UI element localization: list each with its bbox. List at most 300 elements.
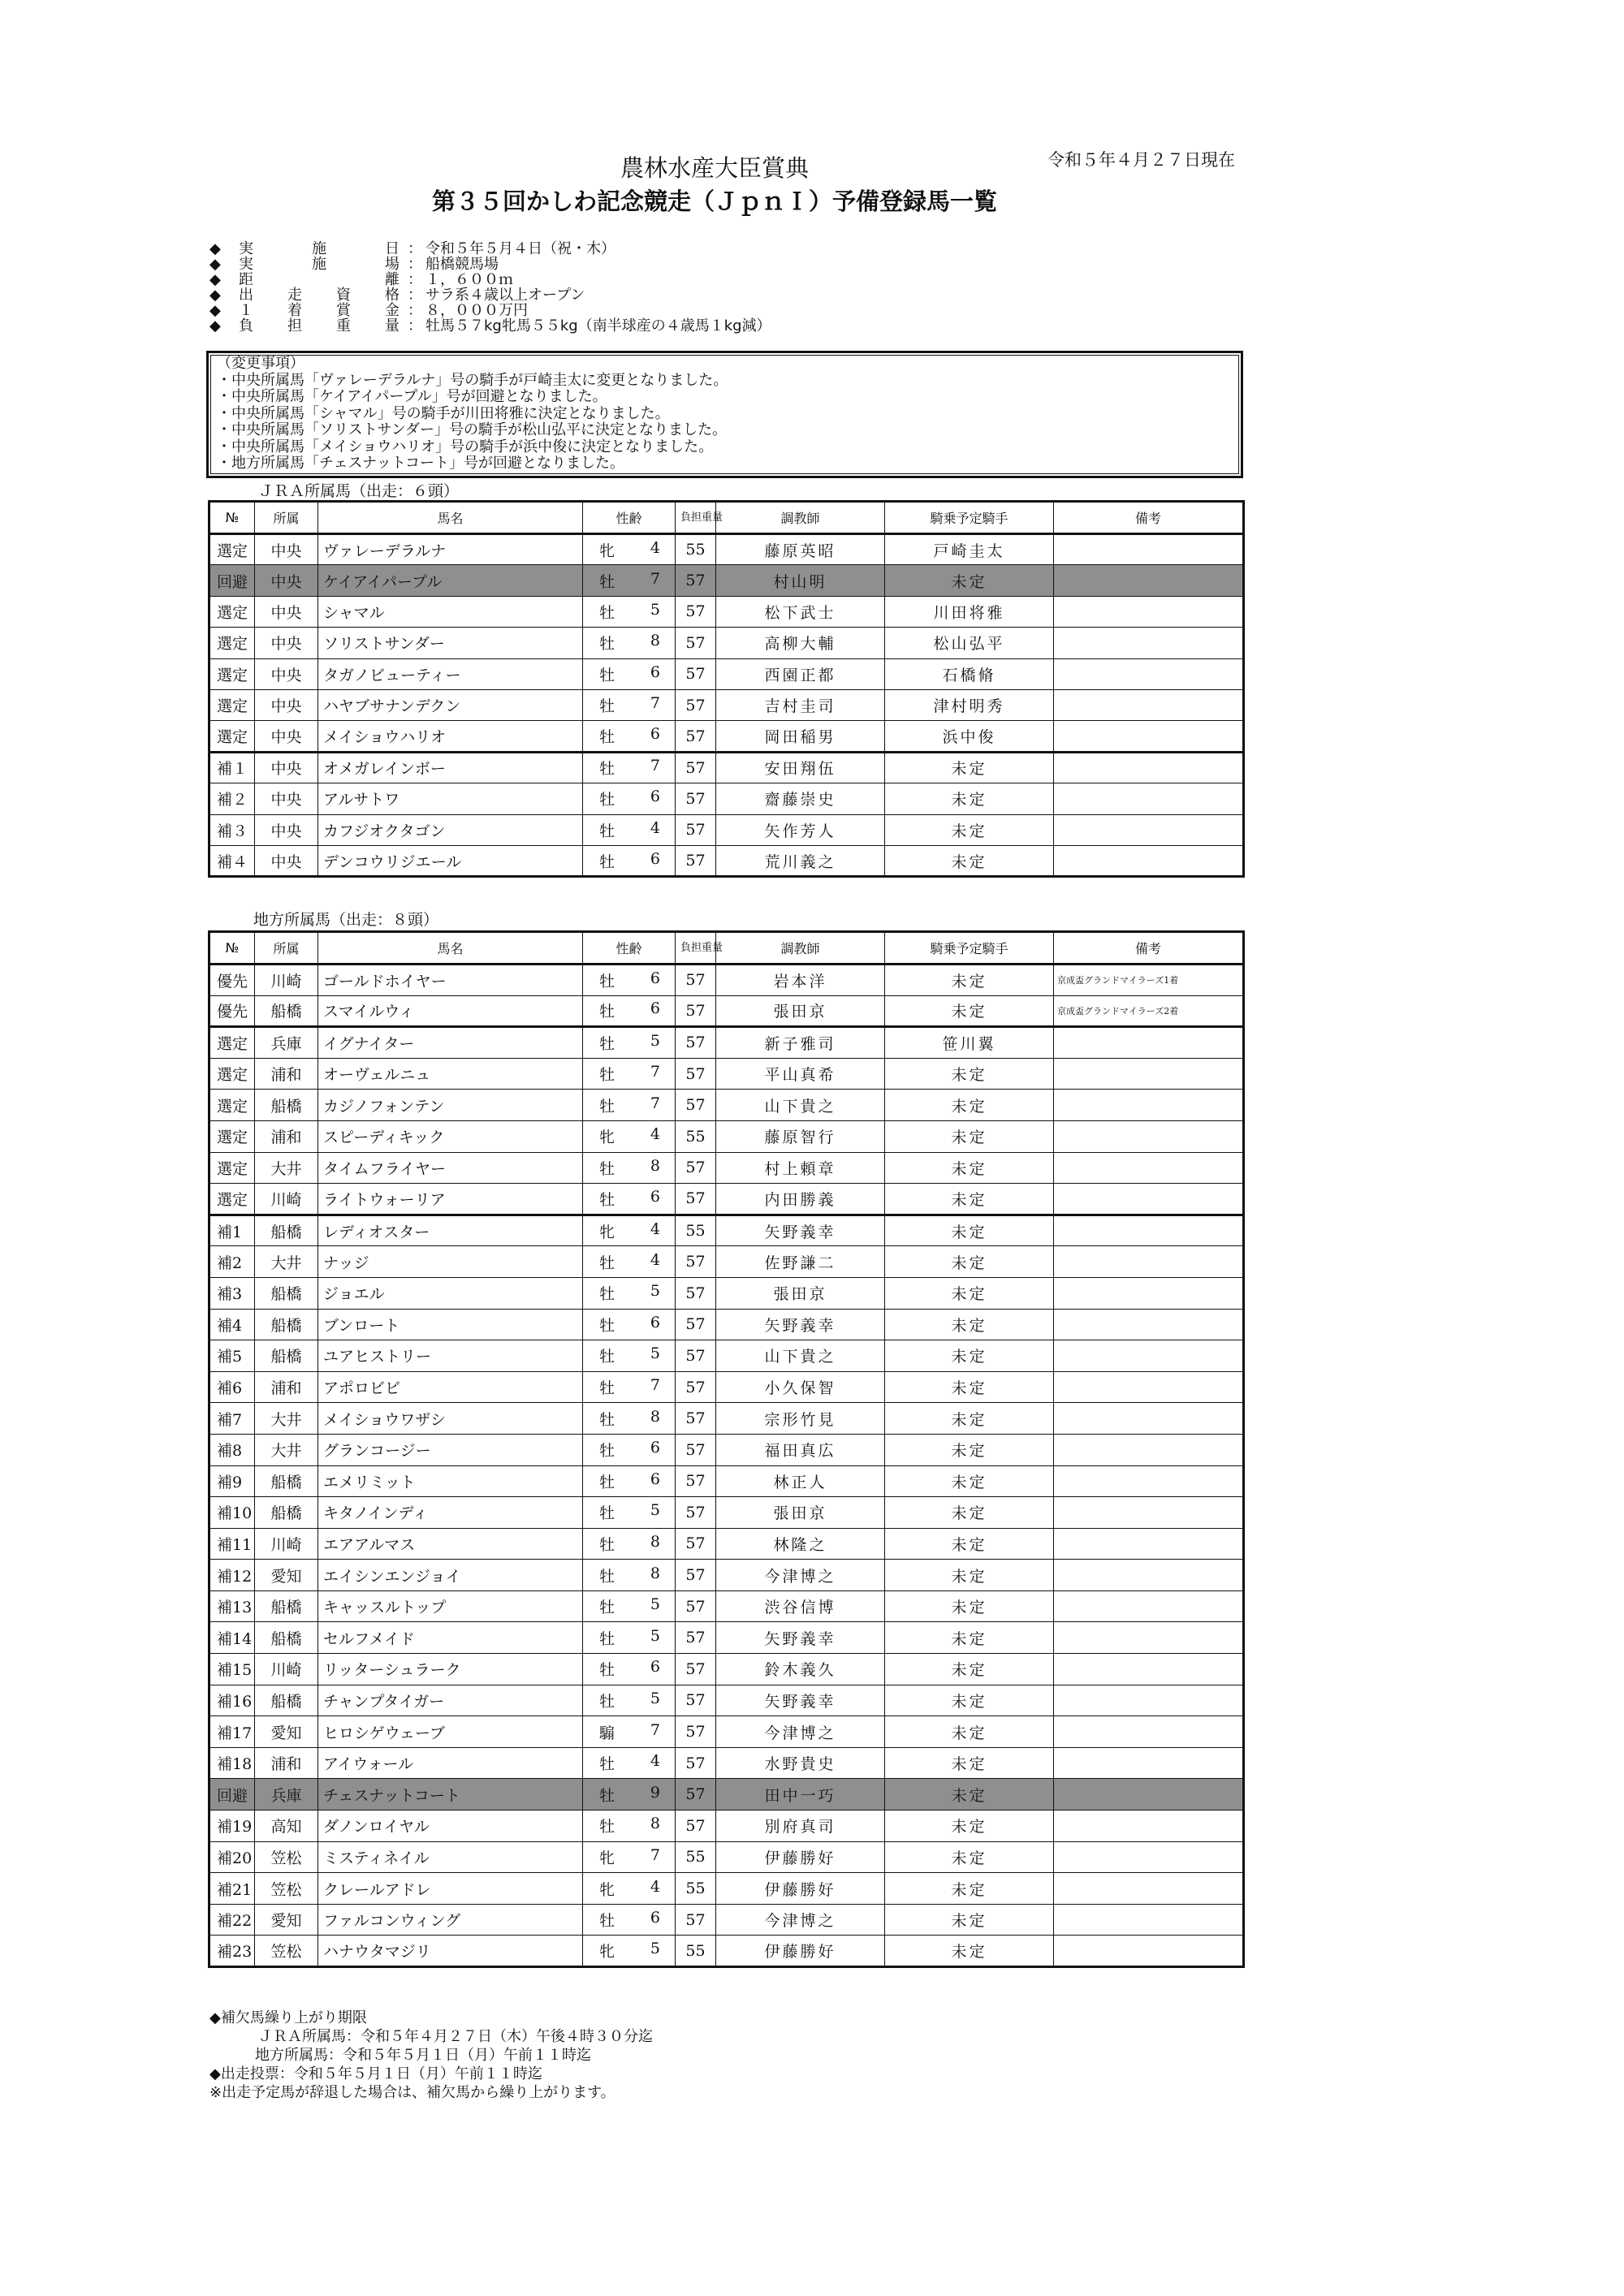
overview-value: サラ系４歳以上オープン [425, 287, 585, 304]
sex: 牡 [599, 1692, 615, 1711]
sex-age [583, 1904, 676, 1936]
burden-weight: 57 [676, 1810, 716, 1842]
diamond-bullet-icon: ◆ [209, 240, 221, 257]
table-row [209, 1904, 1244, 1936]
age: 7 [650, 694, 660, 713]
table-row [209, 1779, 1244, 1810]
table-row [209, 1090, 1244, 1121]
col-no: № [209, 502, 255, 534]
overview-label: 負 担 重 量 [239, 317, 400, 334]
change-notice-line: ・中央所属馬「シャマル」号の騎手が川田将雅に決定となりました。 [217, 404, 670, 422]
table-row [209, 1497, 1244, 1529]
col-jockey: 騎乗予定騎手 [885, 932, 1054, 965]
affiliation: 船橋 [255, 1309, 318, 1340]
age: 4 [650, 1877, 660, 1896]
affiliation: 中央 [255, 534, 318, 565]
burden-weight: 57 [676, 1309, 716, 1340]
overview-value: 船橋競馬場 [425, 256, 499, 273]
jockey: 浜中俊 [885, 721, 1054, 752]
entry-no: 補8 [209, 1434, 255, 1465]
entry-no: 選定 [209, 1090, 255, 1121]
entry-no: 補11 [209, 1528, 255, 1560]
age: 8 [650, 1564, 660, 1582]
sex: 牡 [599, 603, 615, 622]
overview-value: 牡馬５７kg牝馬５５kg（南半球産の４歳馬１kg減） [425, 317, 771, 334]
affiliation: 船橋 [255, 1090, 318, 1121]
overview-value: １，６００ｍ [425, 271, 513, 288]
jockey: 未定 [885, 1340, 1054, 1372]
table-row [209, 721, 1244, 752]
notes [1054, 1434, 1244, 1465]
overview-row [209, 257, 771, 272]
col-burden-weight: 負担重量 [676, 932, 716, 965]
notes [1054, 1716, 1244, 1748]
sex: 牡 [599, 1629, 615, 1648]
affiliation: 中央 [255, 752, 318, 783]
jockey: 未定 [885, 1152, 1054, 1184]
burden-weight: 57 [676, 1528, 716, 1560]
sex-age [583, 1528, 676, 1560]
age: 6 [650, 1909, 660, 1927]
local-entry-table [208, 930, 1245, 1968]
horse-name: アイウォール [318, 1747, 583, 1779]
sex-age [583, 1120, 676, 1152]
sex-age [583, 1716, 676, 1748]
sex-age [583, 1747, 676, 1779]
notes [1054, 1058, 1244, 1090]
trainer: 村山明 [716, 565, 885, 596]
affiliation: 愛知 [255, 1560, 318, 1591]
notes [1054, 1747, 1244, 1779]
jockey: 未定 [885, 1904, 1054, 1936]
table-row [209, 783, 1244, 814]
entry-no: 選定 [209, 1120, 255, 1152]
sex-age [583, 1215, 676, 1246]
overview-label: 実 施 場 [239, 256, 400, 273]
jockey: 未定 [885, 1528, 1054, 1560]
affiliation: 中央 [255, 596, 318, 627]
trainer: 林正人 [716, 1465, 885, 1497]
sex: 牝 [599, 1223, 615, 1241]
trainer: 鈴木義久 [716, 1654, 885, 1685]
trainer: 田中一巧 [716, 1779, 885, 1810]
jockey: 未定 [885, 1841, 1054, 1873]
table-row [209, 1215, 1244, 1246]
age: 6 [650, 788, 660, 806]
sex-age [583, 1090, 676, 1121]
notes [1054, 1309, 1244, 1340]
sex: 牡 [599, 1316, 615, 1335]
overview-row [209, 272, 771, 287]
trainer: 宗形竹見 [716, 1403, 885, 1435]
age: 8 [650, 1407, 660, 1426]
notes [1054, 783, 1244, 814]
age: 7 [650, 569, 660, 588]
table-row [209, 1246, 1244, 1278]
diamond-bullet-icon: ◆ [209, 302, 221, 319]
overview-row [209, 287, 771, 303]
trainer: 藤原英昭 [716, 534, 885, 565]
sex: 牡 [599, 1003, 615, 1021]
sex-age [583, 721, 676, 752]
jockey: 未定 [885, 1779, 1054, 1810]
horse-name: ゴールドホイヤー [318, 965, 583, 996]
change-notice-line: ・地方所属馬「チェスナットコート」号が回避となりました。 [217, 455, 625, 472]
notes [1054, 565, 1244, 596]
affiliation: 船橋 [255, 1685, 318, 1716]
trainer: 水野貴史 [716, 1747, 885, 1779]
sex: 騸 [599, 1724, 615, 1742]
sex-age [583, 1027, 676, 1059]
entry-no: 補22 [209, 1904, 255, 1936]
age: 7 [650, 1094, 660, 1112]
trainer: 伊藤勝好 [716, 1841, 885, 1873]
jockey: 石橋脩 [885, 658, 1054, 689]
age: 4 [650, 1250, 660, 1269]
affiliation: 浦和 [255, 1058, 318, 1090]
diamond-bullet-icon: ◆ [209, 271, 221, 288]
trainer: 矢野義幸 [716, 1685, 885, 1716]
change-notice-line: ・中央所属馬「メイショウハリオ」号の騎手が浜中俊に決定となりました。 [217, 438, 714, 455]
notes [1054, 1810, 1244, 1842]
notes [1054, 1215, 1244, 1246]
burden-weight: 57 [676, 752, 716, 783]
jockey: 未定 [885, 1622, 1054, 1654]
notes [1054, 1904, 1244, 1936]
horse-name: シャマル [318, 596, 583, 627]
affiliation: 笠松 [255, 1936, 318, 1967]
age: 6 [650, 1470, 660, 1488]
overview-colon: ： [408, 240, 422, 257]
table-row [209, 1747, 1244, 1779]
entry-no: 補12 [209, 1560, 255, 1591]
horse-name: アルサトワ [318, 783, 583, 814]
sex-age [583, 1465, 676, 1497]
table-header-row [209, 932, 1244, 965]
entry-no: 選定 [209, 596, 255, 627]
table-row [209, 628, 1244, 658]
age: 6 [650, 1439, 660, 1457]
sex: 牡 [599, 1190, 615, 1209]
table-row [209, 1465, 1244, 1497]
sex-age [583, 1622, 676, 1654]
change-notice-line: ・中央所属馬「ソリストサンダー」号の騎手が松山弘平に決定となりました。 [217, 421, 728, 438]
age: 5 [650, 1689, 660, 1707]
trainer: 山下貴之 [716, 1340, 885, 1372]
col-trainer: 調教師 [716, 502, 885, 534]
overview-value: 令和５年５月４日（祝・木） [425, 240, 615, 257]
sex-age [583, 565, 676, 596]
affiliation: 兵庫 [255, 1779, 318, 1810]
affiliation: 川崎 [255, 1184, 318, 1215]
sex-age [583, 1246, 676, 1278]
horse-name: グランコージー [318, 1434, 583, 1465]
horse-name: クレールアドレ [318, 1873, 583, 1905]
jockey: 未定 [885, 845, 1054, 876]
sex: 牡 [599, 1348, 615, 1366]
trainer: 渋谷信博 [716, 1590, 885, 1622]
notes: 京成盃グランドマイラーズ2着 [1054, 995, 1244, 1027]
age: 4 [650, 1219, 660, 1238]
change-notice-box [206, 351, 1243, 478]
trainer: 齋藤崇史 [716, 783, 885, 814]
burden-weight: 57 [676, 1027, 716, 1059]
footer-local-deadline: 地方所属馬：令和５年５月１日（月）午前１１時迄 [255, 2047, 591, 2064]
entry-no: 補5 [209, 1340, 255, 1372]
trainer: 張田京 [716, 1497, 885, 1529]
entry-no: 補9 [209, 1465, 255, 1497]
sex-age [583, 752, 676, 783]
age: 5 [650, 1344, 660, 1363]
change-notice-heading: （変更事項） [217, 355, 304, 372]
table-row [209, 965, 1244, 996]
jockey: 未定 [885, 752, 1054, 783]
notes [1054, 1590, 1244, 1622]
sex: 牡 [599, 728, 615, 747]
jockey: 未定 [885, 814, 1054, 845]
burden-weight: 57 [676, 1403, 716, 1435]
burden-weight: 57 [676, 721, 716, 752]
col-notes: 備考 [1054, 502, 1244, 534]
age: 7 [650, 1063, 660, 1081]
trainer: 福田真広 [716, 1434, 885, 1465]
burden-weight: 57 [676, 1654, 716, 1685]
notes [1054, 1936, 1244, 1967]
sex: 牡 [599, 1535, 615, 1554]
trainer: 張田京 [716, 995, 885, 1027]
sex-age [583, 1560, 676, 1591]
jockey: 未定 [885, 1560, 1054, 1591]
affiliation: 船橋 [255, 1215, 318, 1246]
jockey: 未定 [885, 1215, 1054, 1246]
burden-weight: 55 [676, 1120, 716, 1152]
jockey: 津村明秀 [885, 689, 1054, 720]
entry-no: 補18 [209, 1747, 255, 1779]
entry-no: 補4 [209, 1309, 255, 1340]
table-row [209, 1810, 1244, 1842]
table-row [209, 1841, 1244, 1873]
affiliation: 浦和 [255, 1371, 318, 1403]
affiliation: 兵庫 [255, 1027, 318, 1059]
burden-weight: 57 [676, 845, 716, 876]
horse-name: ユアヒストリー [318, 1340, 583, 1372]
notes [1054, 1277, 1244, 1309]
diamond-bullet-icon: ◆ [209, 256, 221, 273]
notes [1054, 1152, 1244, 1184]
horse-name: ハヤブサナンデクン [318, 689, 583, 720]
overview-colon: ： [408, 287, 422, 304]
horse-name: ヴァレーデラルナ [318, 534, 583, 565]
trainer: 今津博之 [716, 1716, 885, 1748]
horse-name: スピーディキック [318, 1120, 583, 1152]
notes [1054, 1120, 1244, 1152]
affiliation: 川崎 [255, 1528, 318, 1560]
sex-age [583, 1277, 676, 1309]
sex-age [583, 1936, 676, 1967]
age: 7 [650, 1720, 660, 1739]
col-horse-name: 馬名 [318, 932, 583, 965]
horse-name: デンコウリジエール [318, 845, 583, 876]
entry-no: 補1 [209, 1215, 255, 1246]
col-trainer: 調教師 [716, 932, 885, 965]
table-row [209, 1434, 1244, 1465]
sex-age [583, 1779, 676, 1810]
trainer: 矢野義幸 [716, 1309, 885, 1340]
trainer: 伊藤勝好 [716, 1873, 885, 1905]
affiliation: 大井 [255, 1246, 318, 1278]
sex-age [583, 658, 676, 689]
horse-name: ヒロシゲウェーブ [318, 1716, 583, 1748]
sex-age [583, 1371, 676, 1403]
affiliation: 中央 [255, 689, 318, 720]
age: 8 [650, 1815, 660, 1833]
overview-label: 出 走 資 格 [239, 287, 400, 304]
horse-name: ブンロート [318, 1309, 583, 1340]
sex: 牡 [599, 1097, 615, 1116]
affiliation: 中央 [255, 565, 318, 596]
horse-name: ジョエル [318, 1277, 583, 1309]
horse-name: カフジオクタゴン [318, 814, 583, 845]
burden-weight: 57 [676, 1716, 716, 1748]
entry-no: 補23 [209, 1936, 255, 1967]
notes [1054, 658, 1244, 689]
horse-name: チャンプタイガー [318, 1685, 583, 1716]
affiliation: 高知 [255, 1810, 318, 1842]
entry-no: 補14 [209, 1622, 255, 1654]
burden-weight: 57 [676, 565, 716, 596]
jockey: 未定 [885, 1747, 1054, 1779]
sex: 牝 [599, 1849, 615, 1867]
horse-name: キャッスルトップ [318, 1590, 583, 1622]
sex-age [583, 689, 676, 720]
notes [1054, 1465, 1244, 1497]
entry-no: 選定 [209, 1058, 255, 1090]
entry-no: 補3 [209, 1277, 255, 1309]
jockey: 未定 [885, 1403, 1054, 1435]
burden-weight: 57 [676, 1246, 716, 1278]
overview-label: １ 着 賞 金 [239, 302, 400, 319]
overview-label: 実 施 日 [239, 240, 400, 257]
entry-no: 補13 [209, 1590, 255, 1622]
affiliation: 中央 [255, 721, 318, 752]
age: 6 [650, 969, 660, 987]
horse-name: エアアルマス [318, 1528, 583, 1560]
sex-age [583, 1841, 676, 1873]
jockey: 未定 [885, 1277, 1054, 1309]
jockey: 川田将雅 [885, 596, 1054, 627]
entry-no: 補16 [209, 1685, 255, 1716]
table-row [209, 1622, 1244, 1654]
age: 7 [650, 1376, 660, 1395]
entry-no: 補20 [209, 1841, 255, 1873]
affiliation: 大井 [255, 1434, 318, 1465]
burden-weight: 55 [676, 1215, 716, 1246]
sex: 牡 [599, 1661, 615, 1680]
affiliation: 中央 [255, 658, 318, 689]
table-row [209, 1560, 1244, 1591]
age: 8 [650, 632, 660, 650]
notes [1054, 1873, 1244, 1905]
trainer: 別府真司 [716, 1810, 885, 1842]
entry-no: 選定 [209, 628, 255, 658]
jockey: 未定 [885, 1936, 1054, 1967]
burden-weight: 57 [676, 814, 716, 845]
sex-age [583, 1685, 676, 1716]
horse-name: リッターシュラーク [318, 1654, 583, 1685]
burden-weight: 55 [676, 534, 716, 565]
table-row [209, 1873, 1244, 1905]
table-row [209, 1654, 1244, 1685]
col-sex-age: 性齢 [583, 932, 676, 965]
entry-no: 補19 [209, 1810, 255, 1842]
jockey: 未定 [885, 1810, 1054, 1842]
trainer: 岩本洋 [716, 965, 885, 996]
horse-name: アポロビビ [318, 1371, 583, 1403]
entry-no: 選定 [209, 1152, 255, 1184]
notes [1054, 1246, 1244, 1278]
sex: 牡 [599, 1599, 615, 1617]
sex: 牡 [599, 1818, 615, 1836]
burden-weight: 57 [676, 1747, 716, 1779]
entry-no: 補10 [209, 1497, 255, 1529]
horse-name: ダノンロイヤル [318, 1810, 583, 1842]
overview-colon: ： [408, 271, 422, 288]
burden-weight: 57 [676, 1779, 716, 1810]
entry-no: 補17 [209, 1716, 255, 1748]
affiliation: 中央 [255, 783, 318, 814]
entry-no: 補21 [209, 1873, 255, 1905]
sex-age [583, 965, 676, 996]
notes: 京成盃グランドマイラーズ1着 [1054, 965, 1244, 996]
sex-age [583, 1434, 676, 1465]
entry-no: 補３ [209, 814, 255, 845]
trainer: 伊藤勝好 [716, 1936, 885, 1967]
notes [1054, 845, 1244, 876]
sex: 牝 [599, 1129, 615, 1147]
age: 4 [650, 818, 660, 837]
jockey: 未定 [885, 1120, 1054, 1152]
table-row [209, 1528, 1244, 1560]
age: 5 [650, 1501, 660, 1520]
col-jockey: 騎乗予定騎手 [885, 502, 1054, 534]
burden-weight: 57 [676, 1058, 716, 1090]
affiliation: 船橋 [255, 995, 318, 1027]
jockey: 戸崎圭太 [885, 534, 1054, 565]
jockey: 未定 [885, 1246, 1054, 1278]
jockey: 未定 [885, 965, 1054, 996]
jockey: 未定 [885, 1685, 1054, 1716]
burden-weight: 57 [676, 965, 716, 996]
horse-name: スマイルウィ [318, 995, 583, 1027]
sex: 牡 [599, 1755, 615, 1774]
table-row [209, 1184, 1244, 1215]
sex-age [583, 596, 676, 627]
age: 6 [650, 999, 660, 1018]
overview-row [209, 241, 771, 257]
sex-age [583, 783, 676, 814]
trainer: 藤原智行 [716, 1120, 885, 1152]
table-row [209, 845, 1244, 876]
diamond-bullet-icon: ◆ [209, 317, 221, 334]
affiliation: 大井 [255, 1152, 318, 1184]
col-horse-name: 馬名 [318, 502, 583, 534]
trainer: 林隆之 [716, 1528, 885, 1560]
entry-no: 補15 [209, 1654, 255, 1685]
age: 5 [650, 1626, 660, 1645]
title-award: 農林水産大臣賞典 [620, 154, 809, 182]
notes [1054, 1685, 1244, 1716]
jockey: 未定 [885, 1184, 1054, 1215]
